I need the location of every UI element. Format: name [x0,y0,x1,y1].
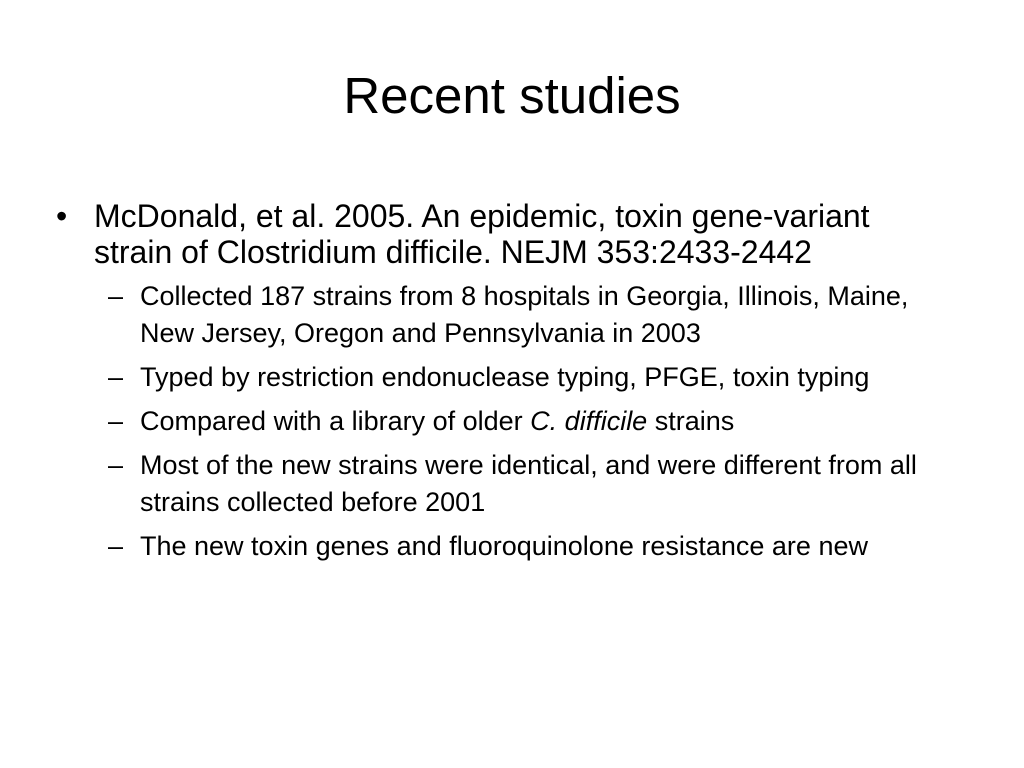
sub-bullet-marker: – [108,281,124,311]
sub-bullet-text-after: strains [647,406,735,436]
slide-title: Recent studies [343,67,681,124]
sub-bullet-list [56,278,936,565]
species-name: C. difficile [530,406,648,436]
bullet-marker: • [56,198,68,234]
sub-bullet-text: Typed by restriction endonuclease typing, PFGE, toxin typing [140,362,870,392]
sub-bullet-marker: – [108,531,124,561]
sub-bullet-new-genes [56,528,936,565]
sub-bullet-text: The new toxin genes and fluoroquinolone resistance are new [140,531,868,561]
sub-bullet-text-before: Compared with a library of older [140,406,531,436]
slide-content [56,198,936,572]
sub-bullet-identical [56,447,936,521]
sub-bullet-compared [56,403,936,440]
sub-bullet-typed [56,359,936,396]
sub-bullet-collected [56,278,936,352]
sub-bullet-text: Most of the new strains were identical, and were different from all strains collected before 2001 [140,450,917,517]
sub-bullet-marker: – [108,406,124,436]
main-bullet-text: McDonald, et al. 2005. An epidemic, toxin gene-variant strain of Clostridium difficile. NEJM 353:2433-2442 [94,198,870,270]
main-bullet [56,198,936,270]
sub-bullet-marker: – [108,450,124,480]
sub-bullet-marker: – [108,362,124,392]
sub-bullet-text: Collected 187 strains from 8 hospitals in Georgia, Illinois, Maine, New Jersey, Oregon and Pennsylvania in 2003 [140,281,909,348]
